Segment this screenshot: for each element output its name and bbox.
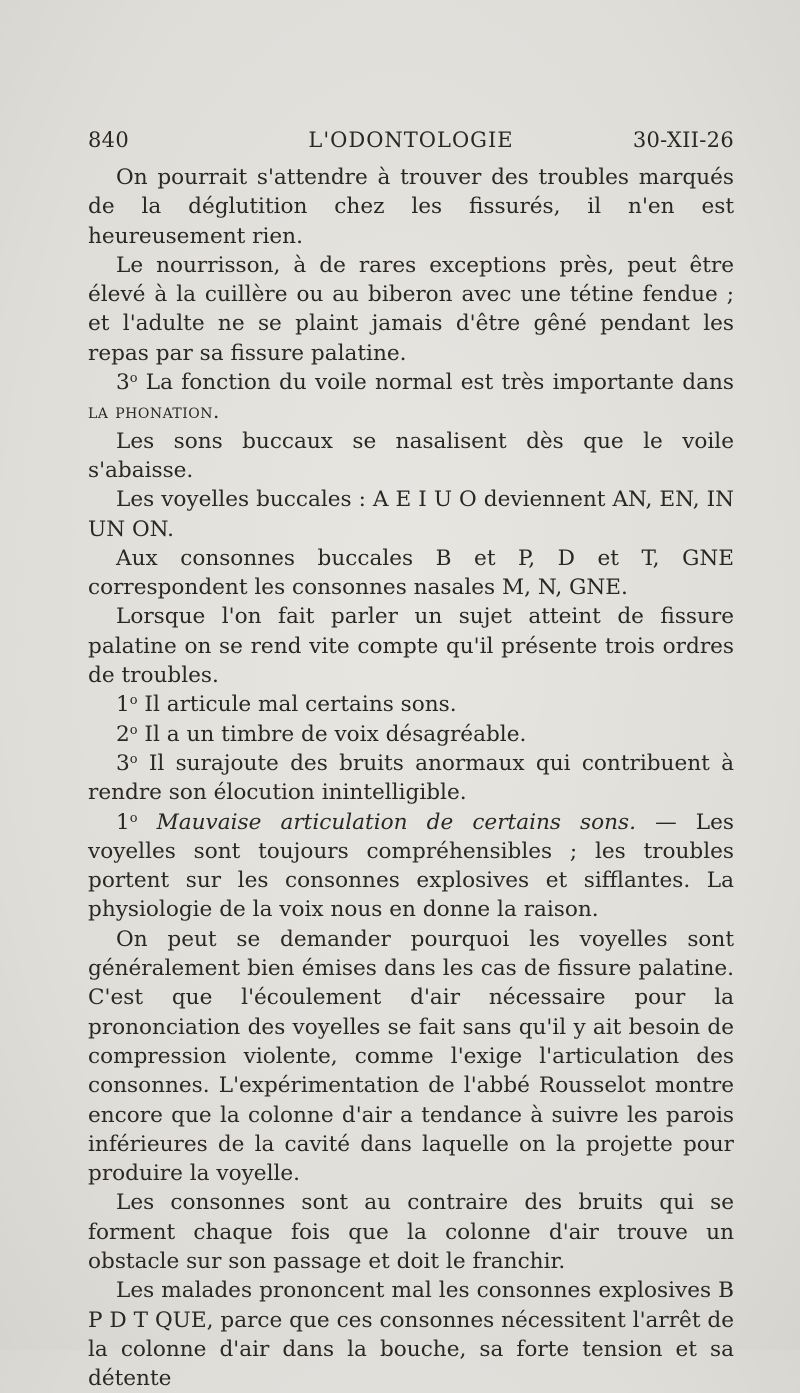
ordinal-marker: o xyxy=(129,722,138,738)
paragraph-fonction-voile xyxy=(88,368,734,427)
ordinal-marker: o xyxy=(129,810,138,826)
paragraph-trouble-3 xyxy=(88,749,734,808)
paragraph-trois-ordres: Lorsque l'on fait parler un sujet atteint de fissure palatine on se rend vite compte qu'il présente trois ordres de troubles. xyxy=(88,604,734,689)
list-number: 1 xyxy=(116,809,130,835)
paragraph-text: Il surajoute des bruits anormaux qui contribuent à rendre son élocution inintelligible. xyxy=(88,750,734,806)
section-heading-italic: Mauvaise articulation de certains sons. xyxy=(137,809,636,835)
ordinal-marker: o xyxy=(129,751,138,767)
ordinal-marker: o xyxy=(129,370,138,386)
body-text xyxy=(88,163,734,1393)
paragraph-consonnes-explosives: Les malades prononcent mal les consonnes explosives B P D T QUE, parce que ces consonnes nécessitent l'arrêt de la colonne d'air dans la bouche, sa forte tension et sa détente xyxy=(88,1278,734,1392)
paragraph-sons-buccaux: Les sons buccaux se nasalisent dès que le voile s'abaisse. xyxy=(88,428,734,483)
running-title: L'ODONTOLOGIE xyxy=(308,128,514,152)
paragraph-consonnes-buccales: Aux consonnes buccales B et P, D et T, GNE correspondent les consonnes nasales M, N, GNE. xyxy=(88,545,734,601)
paragraph-voyelles-buccales: Les voyelles buccales : A E I U O deviennent AN, EN, IN UN ON. xyxy=(88,487,734,542)
running-header xyxy=(88,128,734,158)
paragraph-mauvaise-articulation xyxy=(88,808,734,925)
list-number: 3 xyxy=(116,750,130,776)
paragraph-text: La fonction du voile normal est très importante dans xyxy=(137,370,734,396)
list-number: 2 xyxy=(116,721,130,747)
paragraph-text: Il a un timbre de voix désagréable. xyxy=(137,721,527,747)
small-caps-term: la phonation. xyxy=(88,400,220,424)
list-number: 3 xyxy=(116,370,130,396)
paragraph-trouble-2 xyxy=(88,720,734,749)
paragraph-text: Il articule mal certains sons. xyxy=(137,692,457,718)
list-number: 1 xyxy=(116,692,130,718)
paragraph-trouble-1 xyxy=(88,690,734,719)
paragraph-nourrisson: Le nourrisson, à de rares exceptions près, peut être élevé à la cuillère ou au biberon avec une tétine fendue ; et l'adulte ne se plaint jamais d'être gêné pendant les repas par sa fissure palatine. xyxy=(88,252,734,366)
ordinal-marker: o xyxy=(129,693,138,709)
issue-date: 30-XII-26 xyxy=(632,128,734,152)
paragraph-deglutition: On pourrait s'attendre à trouver des troubles marqués de la déglutition chez les fissurés, il n'en est heureusement rien. xyxy=(88,165,734,249)
paragraph-consonnes-bruits: Les consonnes sont au contraire des bruits qui se forment chaque fois que la colonne d'air trouve un obstacle sur son passage et doit le franchir. xyxy=(88,1190,734,1274)
page-number: 840 xyxy=(88,128,129,152)
paragraph-voyelles-emises: On peut se demander pourquoi les voyelles sont généralement bien émises dans les cas de fissure palatine. C'est que l'écoulement d'air nécessaire pour la prononciation des voyelles se fait sans qu'il y ait besoin de compression violente, comme l'exige l'articulation des consonnes. L'expérimentation de l'abbé Rousselot montre encore que la colonne d'air a tendance à suivre les parois inférieures de la cavité dans laquelle on la projette pour produire la voyelle. xyxy=(88,926,734,1187)
paragraph-text: — Les voyelles sont toujours compréhensibles ; les troubles portent sur les consonnes explosives et sifflantes. La physiologie de la voix nous en donne la raison. xyxy=(88,809,734,923)
